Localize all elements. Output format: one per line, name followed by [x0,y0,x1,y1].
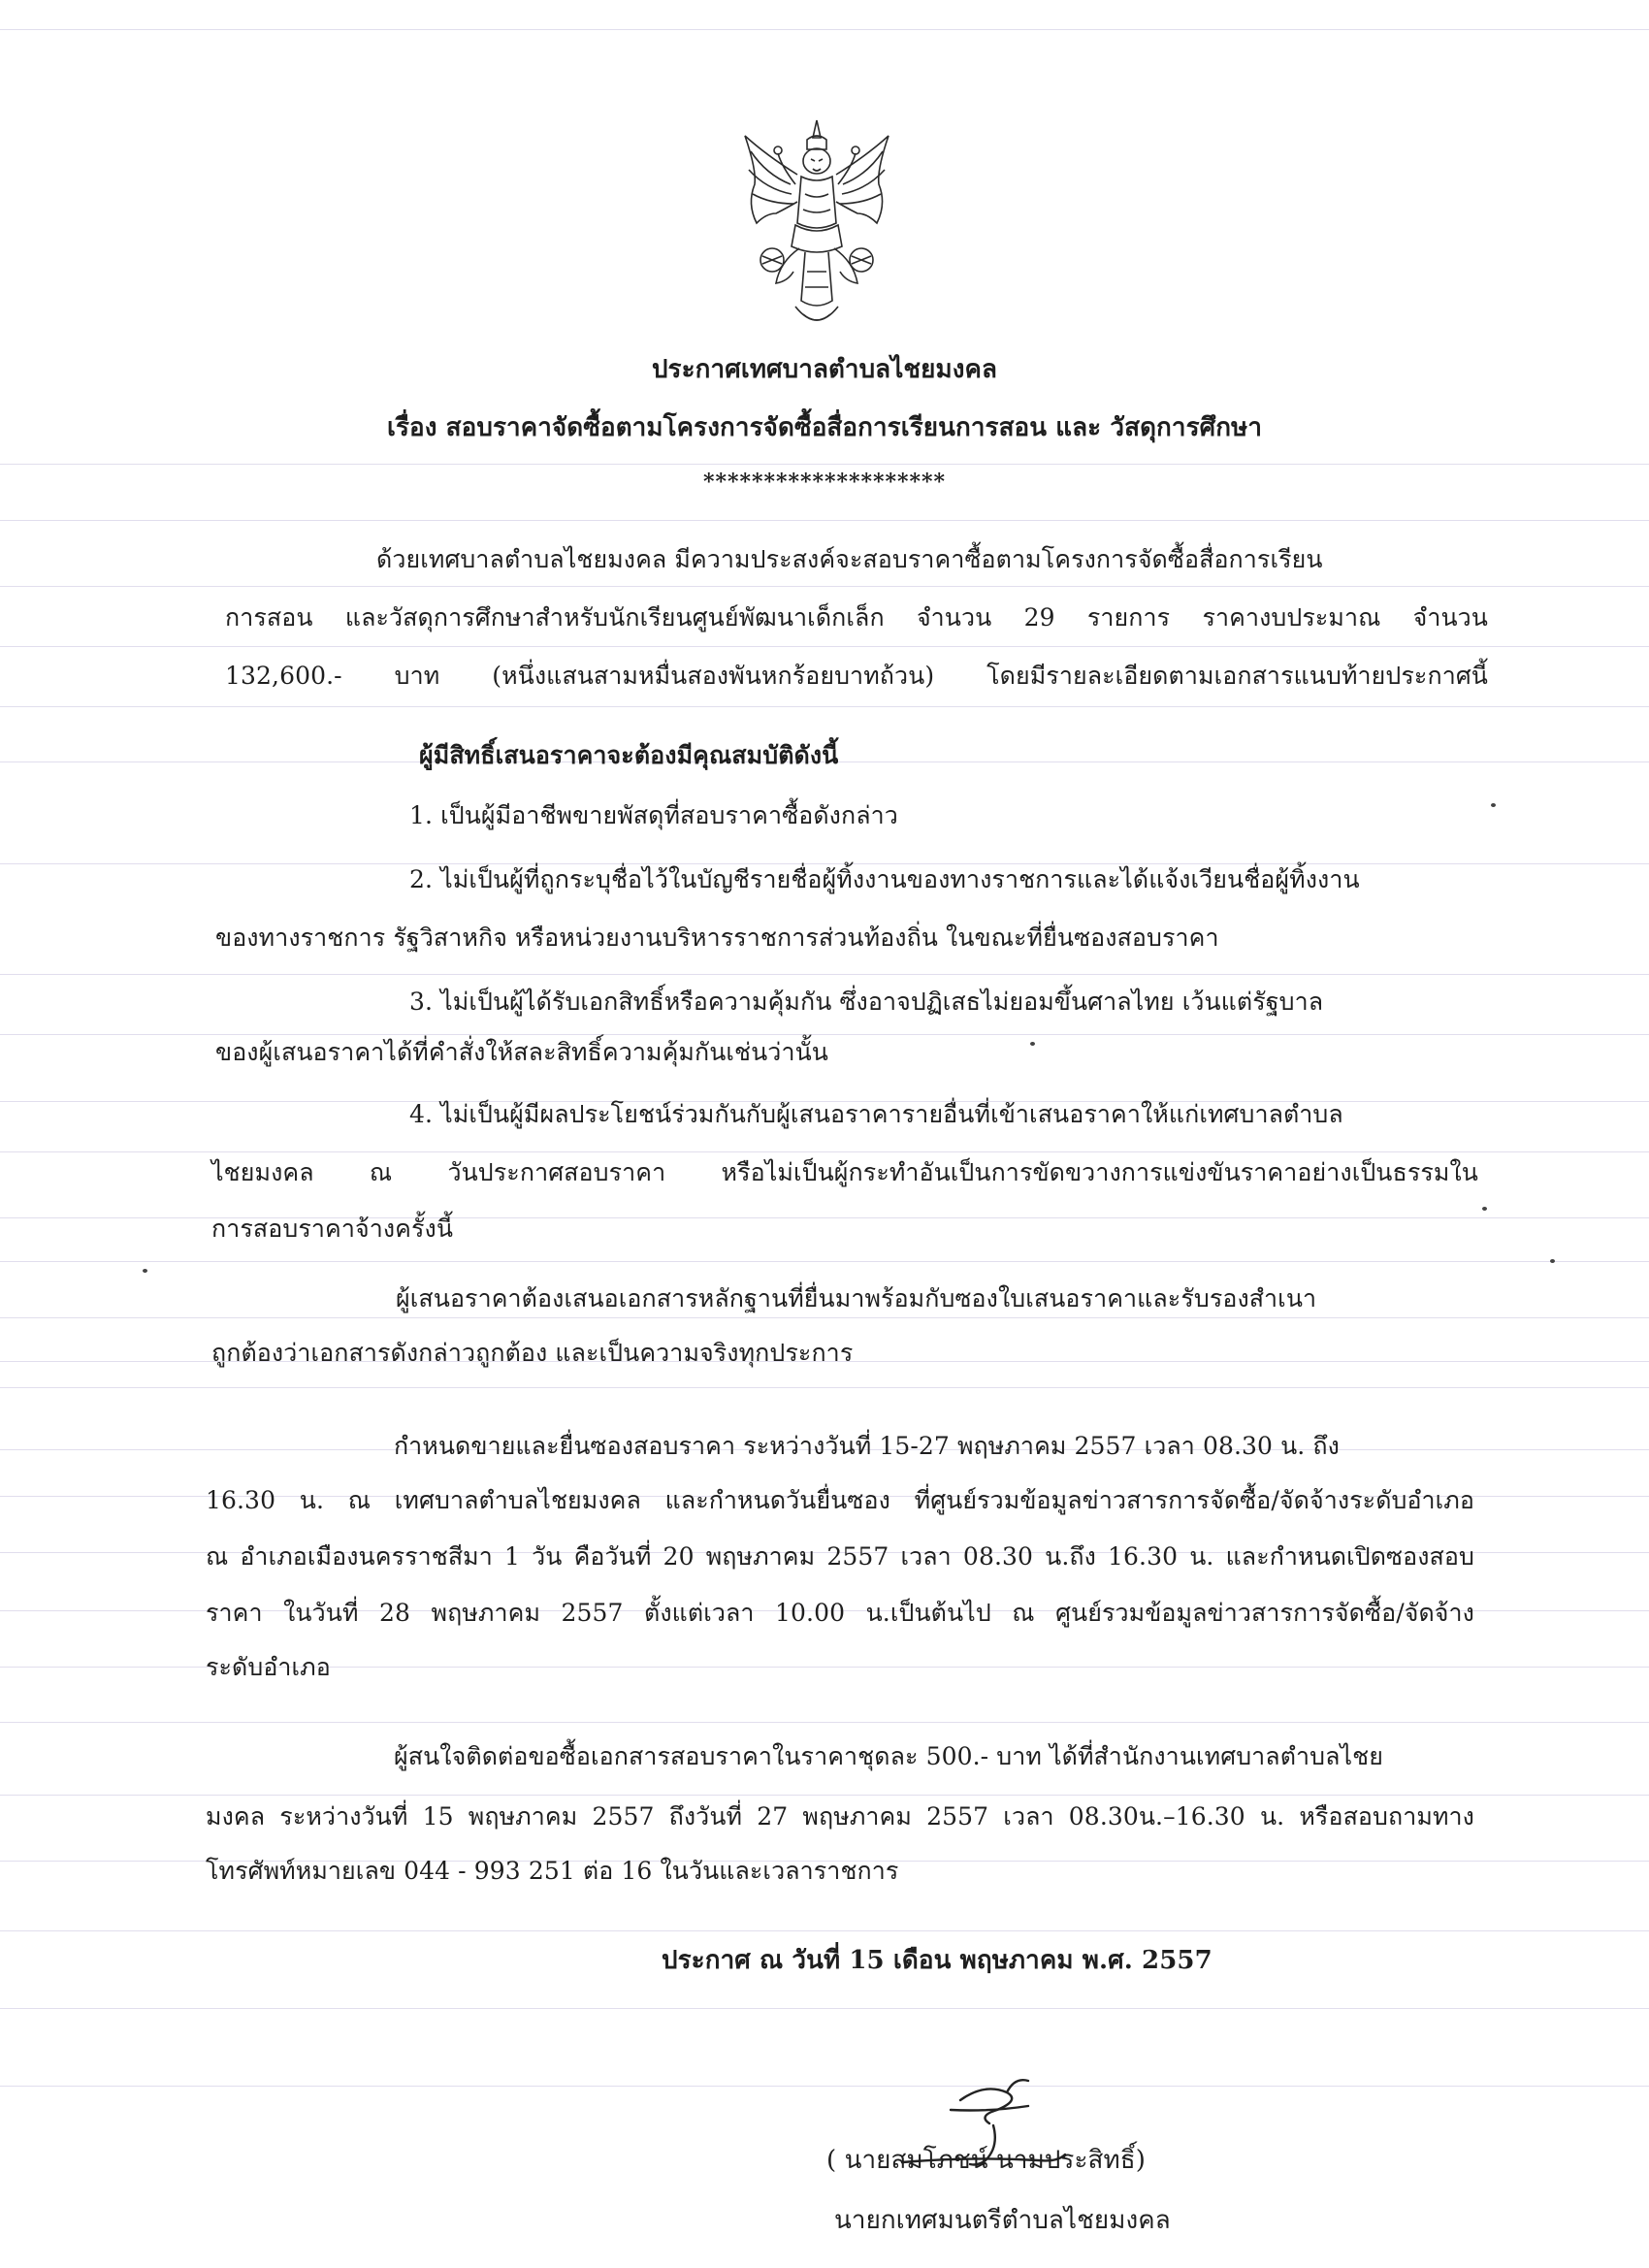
scan-line [0,586,1649,587]
scan-line [0,2008,1649,2009]
qualification-item-4: 4. ไม่เป็นผู้มีผลประโยชน์ร่วมกันกับผู้เสนอราคารายอื่นที่เข้าเสนอราคาให้แก่เทศบาลตำบล [409,1100,1343,1128]
signer-position: นายกเทศมนตรีตำบลไชยมงคล [834,2206,1171,2235]
intro-line-3: 132,600.- บาท (หนึ่งแสนสามหมื่นสองพันหกร้อยบาทถ้วน) โดยมีรายละเอียดตามเอกสารแนบท้ายประกาศนี้ [225,662,1488,690]
qualification-item-3-cont: ของผู้เสนอราคาได้ที่คำสั่งให้สละสิทธิ์ความคุ้มกันเช่นว่านั้น [215,1038,828,1066]
scan-line [0,1151,1649,1152]
scan-speck [143,1269,147,1273]
documents-line-2: ถูกต้องว่าเอกสารดังกล่าวถูกต้อง และเป็นความจริงทุกประการ [211,1339,854,1367]
scan-line [0,706,1649,707]
signer-name: ( นายสมโภชน์ นามประสิทธิ์) [826,2146,1146,2175]
document-subject: เรื่อง สอบราคาจัดซื้อตามโครงการจัดซื้อสื่อการเรียนการสอน และ วัสดุการศึกษา [386,413,1263,442]
scan-line [0,1722,1649,1723]
intro-line-2: การสอน และวัสดุการศึกษาสำหรับนักเรียนศูนย์พัฒนาเด็กเล็ก จำนวน 29 รายการ ราคางบประมาณ จำนวน [225,603,1488,632]
scan-speck [1491,803,1496,807]
schedule-line-1: กำหนดขายและยื่นซองสอบราคา ระหว่างวันที่ 15-27 พฤษภาคม 2557 เวลา 08.30 น. ถึง [394,1432,1340,1460]
scan-speck [1030,1042,1035,1046]
qualification-item-2-cont: ของทางราชการ รัฐวิสาหกิจ หรือหน่วยงานบริหารราชการส่วนท้องถิ่น ในขณะที่ยื่นซองสอบราคา [215,923,1219,952]
scan-line [0,2086,1649,2087]
announcement-date: ประกาศ ณ วันที่ 15 เดือน พฤษภาคม พ.ศ. 2557 [662,1946,1212,1975]
schedule-line-2: 16.30 น. ณ เทศบาลตำบลไชยมงคล และกำหนดวันยื่นซอง ที่ศูนย์รวมข้อมูลข่าวสารการจัดซื้อ/จัดจ้างระดับอำเภอ [206,1486,1474,1514]
scan-line [0,1930,1649,1931]
scan-line [0,1034,1649,1035]
garuda-emblem-icon [737,116,897,335]
scan-line [0,1795,1649,1796]
scan-speck [1550,1259,1555,1263]
scan-line [0,520,1649,521]
scan-line [0,974,1649,975]
qualification-item-4-cont: ไชยมงคล ณ วันประกาศสอบราคา หรือไม่เป็นผู้กระทำอันเป็นการขัดขวางการแข่งขันราคาอย่างเป็นธรรมใน [211,1158,1478,1186]
qualification-item-1: 1. เป็นผู้มีอาชีพขายพัสดุที่สอบราคาซื้อดังกล่าว [409,801,898,829]
scan-line [0,29,1649,30]
contact-line-1: ผู้สนใจติดต่อขอซื้อเอกสารสอบราคาในราคาชุดละ 500.- บาท ได้ที่สำนักงานเทศบาลตำบลไชย [394,1742,1383,1770]
qualifications-heading: ผู้มีสิทธิ์เสนอราคาจะต้องมีคุณสมบัติดังนี้ [419,741,839,769]
qualification-item-3: 3. ไม่เป็นผู้ได้รับเอกสิทธิ์หรือความคุ้มกัน ซึ่งอาจปฏิเสธไม่ยอมขึ้นศาลไทย เว้นแต่รัฐบาล [409,988,1324,1016]
title-separator: ******************** [702,470,947,495]
scan-line [0,464,1649,465]
documents-line-1: ผู้เสนอราคาต้องเสนอเอกสารหลักฐานที่ยื่นมาพร้อมกับซองใบเสนอราคาและรับรองสำเนา [396,1284,1317,1312]
schedule-line-5: ระดับอำเภอ [206,1653,331,1681]
scan-line [0,646,1649,647]
contact-line-3: โทรศัพท์หมายเลข 044 - 993 251 ต่อ 16 ในวันและเวลาราชการ [206,1857,899,1885]
contact-line-2: มงคล ระหว่างวันที่ 15 พฤษภาคม 2557 ถึงวันที่ 27 พฤษภาคม 2557 เวลา 08.30น.–16.30 น. หรือสอบถามทาง [206,1802,1474,1831]
scan-line [0,1261,1649,1262]
scan-line [0,1317,1649,1318]
scan-line [0,1387,1649,1388]
scan-speck [1482,1207,1487,1211]
document-title: ประกาศเทศบาลตำบลไชยมงคล [651,355,998,384]
qualification-item-4-end: การสอบราคาจ้างครั้งนี้ [211,1215,454,1243]
qualification-item-2: 2. ไม่เป็นผู้ที่ถูกระบุชื่อไว้ในบัญชีรายชื่อผู้ทิ้งงานของทางราชการและได้แจ้งเวียนชื่อผู้ทิ้งงาน [409,865,1360,893]
schedule-line-4: ราคา ในวันที่ 28 พฤษภาคม 2557 ตั้งแต่เวลา 10.00 น.เป็นต้นไป ณ ศูนย์รวมข้อมูลข่าวสารการจัดซื้อ/จัดจ้าง [206,1599,1474,1627]
schedule-line-3: ณ อำเภอเมืองนครราชสีมา 1 วัน คือวันที่ 20 พฤษภาคม 2557 เวลา 08.30 น.ถึง 16.30 น. และกำหนดเปิดซองสอบ [206,1542,1474,1571]
intro-line-1: ด้วยเทศบาลตำบลไชยมงคล มีความประสงค์จะสอบราคาซื้อตามโครงการจัดซื้อสื่อการเรียน [376,545,1323,573]
